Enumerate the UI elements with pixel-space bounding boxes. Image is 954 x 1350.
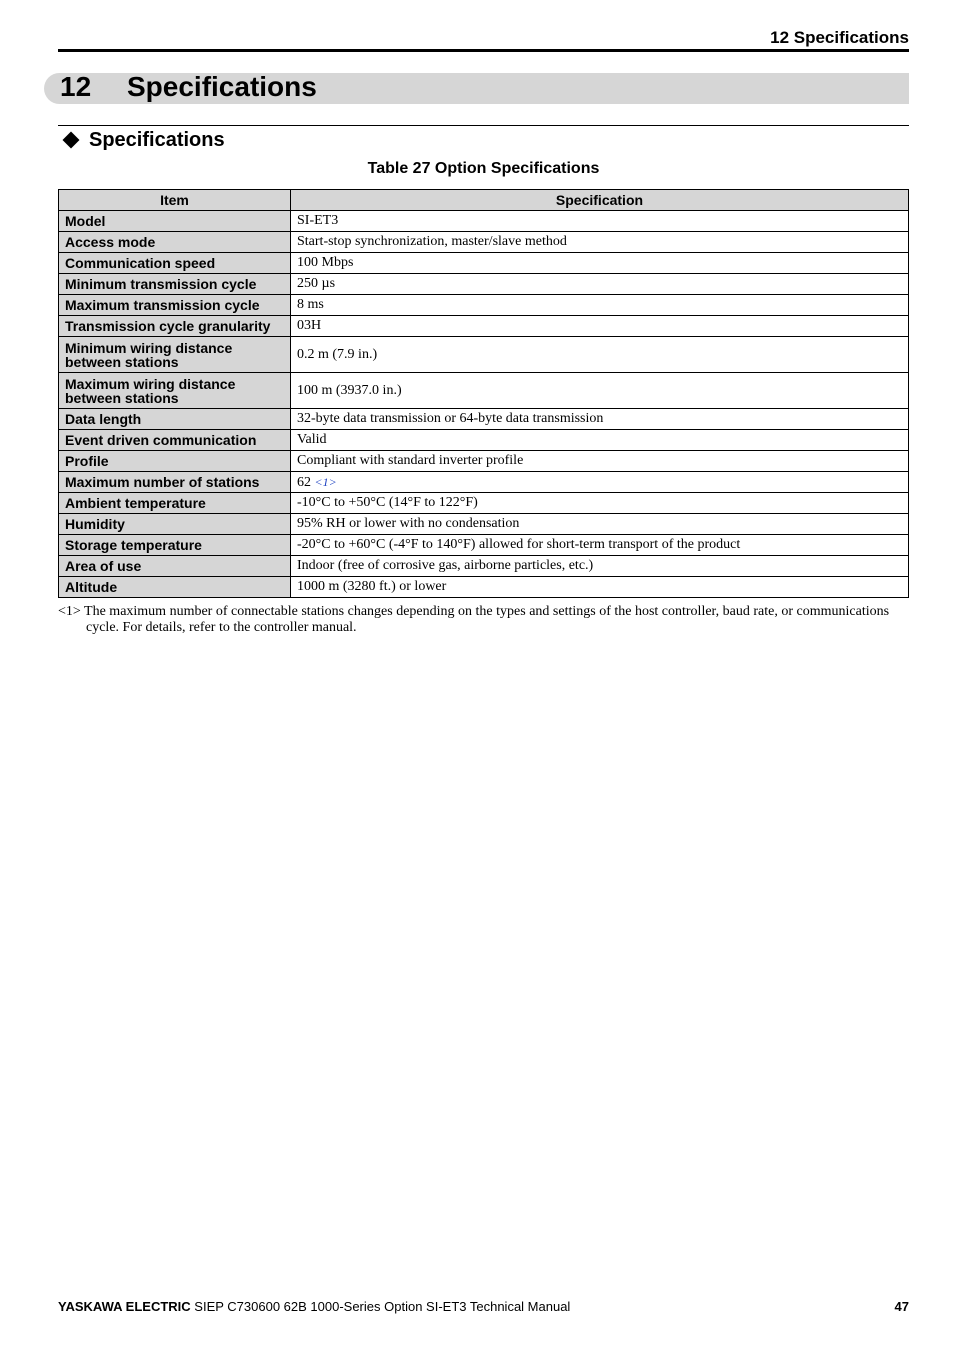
table-row bbox=[59, 337, 909, 373]
item-cell: Model bbox=[59, 211, 291, 232]
section-divider bbox=[58, 125, 909, 126]
running-header: 12 Specifications bbox=[58, 28, 909, 52]
spec-cell: SI-ET3 bbox=[291, 211, 909, 232]
spec-cell: Valid bbox=[291, 430, 909, 451]
item-cell: Data length bbox=[59, 409, 291, 430]
item-cell: Minimum wiring distance between stations bbox=[59, 337, 291, 373]
spec-cell: Indoor (free of corrosive gas, airborne particles, etc.) bbox=[291, 556, 909, 577]
spec-cell: 03H bbox=[291, 316, 909, 337]
footer-document-title: SIEP C730600 62B 1000-Series Option SI-ET3 Technical Manual bbox=[190, 1299, 571, 1314]
spec-cell: -20°C to +60°C (-4°F to 140°F) allowed for short-term transport of the product bbox=[291, 535, 909, 556]
table-row bbox=[59, 493, 909, 514]
specifications-table bbox=[58, 189, 909, 598]
table-row bbox=[59, 535, 909, 556]
table-row bbox=[59, 295, 909, 316]
spec-cell: 1000 m (3280 ft.) or lower bbox=[291, 577, 909, 598]
table-row bbox=[59, 211, 909, 232]
spec-cell: 250 µs bbox=[291, 274, 909, 295]
table-row bbox=[59, 409, 909, 430]
table-row bbox=[59, 514, 909, 535]
diamond-bullet-icon bbox=[63, 132, 80, 149]
column-header-item: Item bbox=[59, 190, 291, 211]
table-row bbox=[59, 451, 909, 472]
item-cell: Communication speed bbox=[59, 253, 291, 274]
spec-value: 62 bbox=[297, 474, 311, 490]
table-row bbox=[59, 316, 909, 337]
item-cell: Area of use bbox=[59, 556, 291, 577]
item-cell: Transmission cycle granularity bbox=[59, 316, 291, 337]
item-cell: Ambient temperature bbox=[59, 493, 291, 514]
item-cell: Access mode bbox=[59, 232, 291, 253]
table-header-row bbox=[59, 190, 909, 211]
spec-cell: 0.2 m (7.9 in.) bbox=[291, 337, 909, 373]
column-header-specification: Specification bbox=[291, 190, 909, 211]
table-row bbox=[59, 472, 909, 493]
table-row bbox=[59, 274, 909, 295]
item-cell: Event driven communication bbox=[59, 430, 291, 451]
item-cell: Maximum transmission cycle bbox=[59, 295, 291, 316]
section-heading bbox=[62, 128, 225, 152]
table-row bbox=[59, 577, 909, 598]
chapter-number: 12 bbox=[60, 71, 92, 102]
page-number: 47 bbox=[894, 1299, 909, 1314]
spec-cell: 32-byte data transmission or 64-byte data transmission bbox=[291, 409, 909, 430]
footer-document-info bbox=[58, 1299, 570, 1315]
spec-cell: 8 ms bbox=[291, 295, 909, 316]
spec-cell bbox=[291, 472, 909, 493]
table-row bbox=[59, 430, 909, 451]
spec-cell: Start-stop synchronization, master/slave method bbox=[291, 232, 909, 253]
item-cell: Profile bbox=[59, 451, 291, 472]
table-row bbox=[59, 253, 909, 274]
table-row bbox=[59, 232, 909, 253]
item-cell: Maximum number of stations bbox=[59, 472, 291, 493]
chapter-title: Specifications bbox=[127, 71, 317, 102]
spec-cell: -10°C to +50°C (14°F to 122°F) bbox=[291, 493, 909, 514]
spec-cell: 95% RH or lower with no condensation bbox=[291, 514, 909, 535]
item-cell: Minimum transmission cycle bbox=[59, 274, 291, 295]
table-row bbox=[59, 556, 909, 577]
table-caption: Table 27 Option Specifications bbox=[367, 160, 600, 177]
table-row bbox=[59, 373, 909, 409]
item-cell: Storage temperature bbox=[59, 535, 291, 556]
spec-cell: 100 Mbps bbox=[291, 253, 909, 274]
footnote-reference-link[interactable]: <1> bbox=[314, 474, 337, 489]
footnote: <1> The maximum number of connectable stations changes depending on the types and settings of the host controller, baud rate, or communications cycle. For details, refer to the controller manual. bbox=[58, 604, 890, 635]
item-cell: Humidity bbox=[59, 514, 291, 535]
footer-brand: YASKAWA ELECTRIC bbox=[58, 1299, 191, 1314]
spec-cell: 100 m (3937.0 in.) bbox=[291, 373, 909, 409]
page-footer bbox=[58, 1299, 909, 1315]
spec-cell: Compliant with standard inverter profile bbox=[291, 451, 909, 472]
section-heading-text: Specifications bbox=[89, 129, 225, 151]
item-cell: Altitude bbox=[59, 577, 291, 598]
item-cell: Maximum wiring distance between stations bbox=[59, 373, 291, 409]
